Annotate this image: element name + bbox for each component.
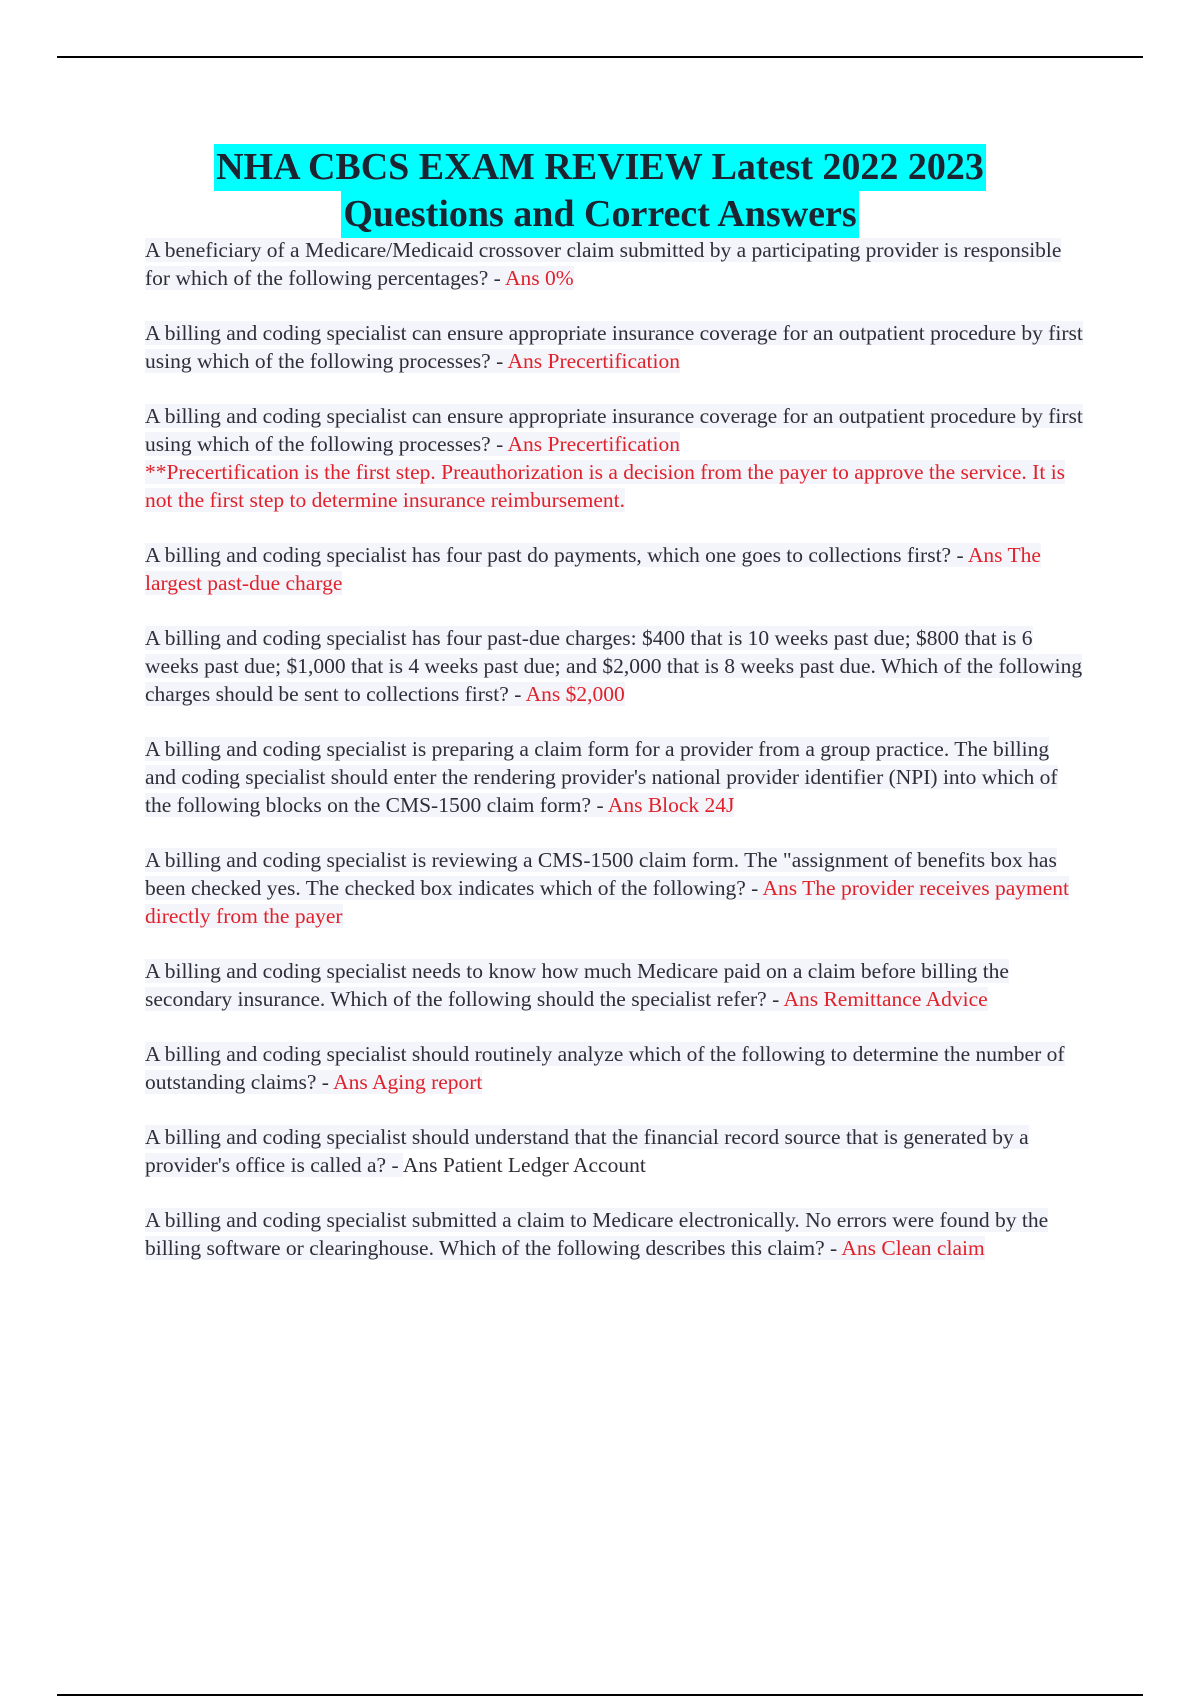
qa-item (145, 624, 1085, 708)
question-text: A billing and coding specialist is reviewing a CMS-1500 claim form. The "assignment of benefits box has been checked yes. The checked box indicates which of the following? (145, 848, 1057, 900)
separator: - (591, 793, 608, 817)
separator: - (490, 349, 508, 373)
answer-text: Ans Aging report (333, 1070, 483, 1094)
separator: - (824, 1236, 842, 1260)
question-text: A billing and coding specialist is preparing a claim form for a provider from a group practice. The billing and coding specialist should enter the rendering provider's national provider identifier (NPI) into which of the following blocks on the CMS-1500 claim form? (145, 737, 1058, 817)
answer-text: Ans Remittance Advice (783, 987, 988, 1011)
answer-text: Ans Patient Ledger Account (402, 1153, 646, 1177)
question-text: A billing and coding specialist has four past do payments, which one goes to collections first? (145, 543, 952, 567)
separator: - (766, 987, 784, 1011)
question-text: A billing and coding specialist should understand that the financial record source that is generated by a provider's office is called a? (145, 1125, 1029, 1177)
qa-item (145, 402, 1085, 514)
page-title (0, 144, 1200, 238)
question-text: A billing and coding specialist can ensure appropriate insurance coverage for an outpatient procedure by first using which of the following processes? (145, 404, 1083, 456)
question-text: A beneficiary of a Medicare/Medicaid crossover claim submitted by a participating provider is responsible for which of the following percentages? (145, 238, 1062, 290)
qa-item (145, 846, 1085, 930)
answer-text: Ans The largest past-due charge (145, 543, 1041, 595)
question-text: A billing and coding specialist should routinely analyze which of the following to determine the number of outstanding claims? (145, 1042, 1065, 1094)
answer-text: Ans The provider receives payment directly from the payer (145, 876, 1070, 928)
qa-item (145, 1206, 1085, 1262)
title-line-2: Questions and Correct Answers (341, 191, 858, 238)
qa-list (145, 236, 1085, 1289)
qa-item (145, 1040, 1085, 1096)
top-rule (57, 56, 1143, 58)
qa-item (145, 541, 1085, 597)
answer-text: Ans $2,000 (525, 682, 625, 706)
answer-text: Ans Precertification (507, 349, 681, 373)
question-text: A billing and coding specialist can ensure appropriate insurance coverage for an outpatient procedure by first using which of the following processes? (145, 321, 1083, 373)
qa-item (145, 957, 1085, 1013)
question-text: A billing and coding specialist submitted a claim to Medicare electronically. No errors were found by the billing software or clearinghouse. Which of the following describes this claim? (145, 1208, 1049, 1260)
qa-item (145, 319, 1085, 375)
separator: - (490, 432, 508, 456)
question-text: A billing and coding specialist has four past-due charges: $400 that is 10 weeks past due; $800 that is 6 weeks past due; $1,000 that is 4 weeks past due; and $2,000 that is 8 weeks past due. Which of the following charges should be sent to collections first? (145, 626, 1083, 706)
bottom-rule (57, 1694, 1143, 1696)
separator: - (488, 266, 506, 290)
qa-item (145, 236, 1085, 292)
separator: - (951, 543, 968, 567)
answer-text: Ans 0% (505, 266, 574, 290)
answer-text: Ans Precertification (507, 432, 681, 456)
answer-text: Ans Block 24J (607, 793, 735, 817)
separator: - (745, 876, 763, 900)
separator: - (386, 1153, 403, 1177)
separator: - (316, 1070, 334, 1094)
answer-note: **Precertification is the first step. Preauthorization is a decision from the payer to approve the service. It is not the first step to determine insurance reimbursement. (145, 460, 1066, 512)
question-text: A billing and coding specialist needs to know how much Medicare paid on a claim before billing the secondary insurance. Which of the following should the specialist refer? (145, 959, 1009, 1011)
qa-item (145, 735, 1085, 819)
answer-text: Ans Clean claim (841, 1236, 985, 1260)
separator: - (508, 682, 526, 706)
qa-item (145, 1123, 1085, 1179)
title-line-1: NHA CBCS EXAM REVIEW Latest 2022 2023 (214, 144, 986, 191)
